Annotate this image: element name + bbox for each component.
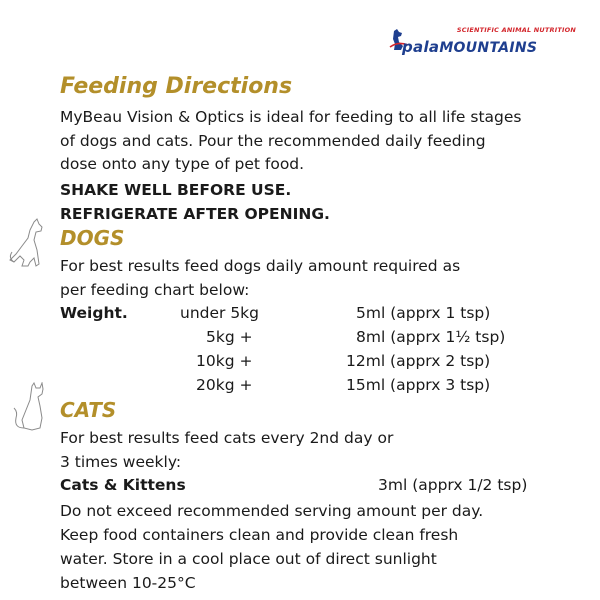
dog-dose-1: 5ml (apprx 1 tsp) [356,304,491,322]
dog-weight-1: under 5kg [180,304,259,322]
cats-line-2: 3 times weekly: [60,453,182,471]
footer-line-2: Keep food containers clean and provide clean fresh [60,526,459,544]
intro-line-2: of dogs and cats. Pour the recommended daily feeding [60,132,486,150]
weight-label: Weight. [60,304,128,322]
cats-line-1: For best results feed cats every 2nd day or [60,429,394,447]
cats-kittens-label: Cats & Kittens [60,476,186,494]
intro-line-3: dose onto any type of pet food. [60,155,305,173]
dog-dose-2: 8ml (apprx 1½ tsp) [356,328,506,346]
dog-silhouette-icon [6,218,50,270]
cat-silhouette-icon [10,382,50,434]
feeding-title: Feeding Directions [60,74,293,99]
dogs-title: DOGS [60,226,125,250]
footer-line-4: between 10-25°C [60,574,196,592]
refrigerate-warning: REFRIGERATE AFTER OPENING. [60,205,330,223]
footer-line-3: water. Store in a cool place out of direct sunlight [60,550,437,568]
dog-weight-4: 20kg + [196,376,253,394]
dogs-line-2: per feeding chart below: [60,281,250,299]
dog-weight-2: 5kg + [206,328,253,346]
brand-wordmark: palaMOUNTAINS [402,38,538,56]
dog-dose-3: 12ml (apprx 2 tsp) [346,352,491,370]
shake-warning: SHAKE WELL BEFORE USE. [60,181,292,199]
intro-line-1: MyBeau Vision & Optics is ideal for feeding to all life stages [60,108,522,126]
footer-line-1: Do not exceed recommended serving amount per day. [60,502,484,520]
cats-title: CATS [60,398,117,422]
cats-dose: 3ml (apprx 1/2 tsp) [378,476,528,494]
dog-dose-4: 15ml (apprx 3 tsp) [346,376,491,394]
dogs-line-1: For best results feed dogs daily amount required as [60,257,461,275]
dog-weight-3: 10kg + [196,352,253,370]
brand-tagline: SCIENTIFIC ANIMAL NUTRITION [456,26,576,34]
brand-logo [388,26,588,62]
